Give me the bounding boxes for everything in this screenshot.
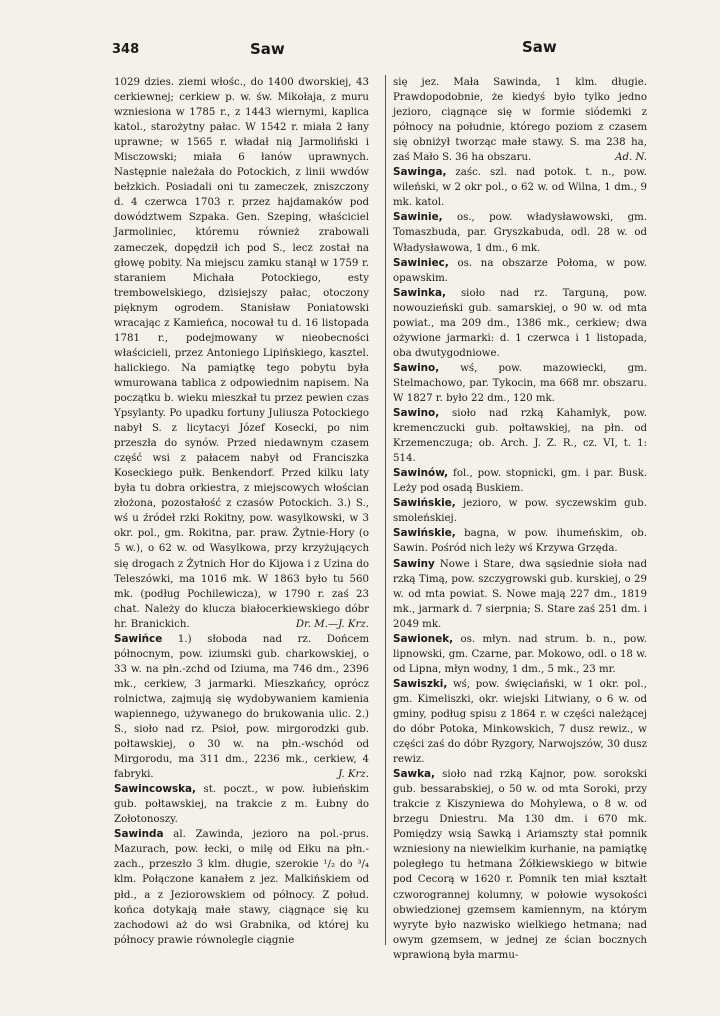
entry-text: bagna, w pow. ihumeńskim, ob. Sawin. Pośród nich leży wś Krzywa Grzęda.	[393, 528, 647, 555]
entry-headword: Sawińskie,	[393, 497, 456, 510]
entry-text: st. poczt., w pow. łubieńskim gub. połtawskiej, na trakcie z m. Łubny do Zołotonoszy.	[114, 784, 369, 826]
dictionary-entry	[393, 767, 647, 963]
entry-text: się jez. Mała Sawinda, 1 klm. długie. Prawdopodobnie, że kiedyś było tylko jedno jezioro, ciągnące się w formie siódemki z północy na południe, którego poziom z czasem się obniżył tworząc małe stawy. S. ma 238 ha, zaś Mało S. 36 ha obszaru.	[393, 77, 647, 164]
right-column	[393, 75, 647, 963]
page-number: 348	[112, 42, 140, 57]
author-signature: Ad. N.	[615, 152, 647, 164]
dictionary-entry	[393, 677, 647, 767]
dictionary-entry	[114, 782, 369, 827]
entry-text: 1.) słoboda nad rz. Dońcem północnym, pow. iziumski gub. charkowskiej, o 33 w. na płn.-zchd od Iziuma, ma 746 dm., 2396 mk., cerkiew, 3 jarmarki. Mieszkańcy, oprócz rolnictwa, zajmują się wydobywaniem kamienia wapiennego, używanego do brukowania ulic. 2.) S., sioło nad rz. Psioł, pow. mirgorodzki gub. połtawskiej, o 30 w. na płn.-wschód od Mirgorodu, ma 311 dm., 2236 mk., cerkiew, 4 fabryki.	[114, 633, 369, 781]
right-running-head: Saw	[522, 38, 557, 56]
entry-headword: Sawincowska,	[114, 783, 197, 796]
entry-headword: Sawinka,	[393, 286, 446, 299]
entry-headword: Sawińce	[114, 632, 163, 645]
entry-headword: Sawionek,	[393, 632, 454, 645]
dictionary-entry	[393, 75, 647, 165]
entry-text: zaśc. szl. nad potok. t. n., pow. wileński, w 2 okr pol., o 62 w. od Wilna, 1 dm., 9 mk. katol.	[393, 167, 647, 209]
dictionary-entry	[393, 286, 647, 361]
entry-text: al. Zawinda, jezioro na pol.-prus. Mazurach, pow. łecki, o milę od Ełku na płn.-zach., przeszło 3 klm. długie, szerokie ¹/₂ do ³/₄ klm. Połączone kanałem z jez. Malkińskiem od płd., a z Jeziorowskiem od północy. Z połud. końca dotykają małe stawy, ciągnące się ku zachodowi aż do wsi Grabnika, od której ku północy prawie równolegle ciągnie	[114, 829, 369, 946]
entry-headword: Sawiniec,	[393, 256, 449, 269]
entry-headword: Sawino,	[393, 407, 440, 420]
entry-headword: Sawinda	[114, 828, 164, 841]
dictionary-entry	[114, 827, 369, 947]
page-header	[112, 38, 642, 62]
dictionary-entry	[114, 75, 369, 632]
entry-text: os., pow. władysławowski, gm. Tomaszbuda, par. Gryszkabuda, odl. 28 w. od Władysławowa, 1 dm., 6 mk.	[393, 212, 647, 254]
column-divider	[385, 75, 386, 945]
entry-headword: Sawka,	[393, 768, 435, 781]
dictionary-entry	[393, 526, 647, 556]
dictionary-entry	[393, 496, 647, 526]
entry-headword: Sawińskie,	[393, 527, 456, 540]
dictionary-entry	[393, 256, 647, 286]
entry-text: wś, pow. święciański, w 1 okr. pol., gm. Kimeliszki, okr. wiejski Litwiany, o 6 w. od gminy, podług spisu z 1864 r. w części należącej do dóbr Potoka, Minkowskich, 7 dusz rewiz., w części zaś do dóbr Ryzgory, Narwojszów, 30 dusz rewiz.	[393, 678, 647, 766]
entry-text: wś, pow. mazowiecki, gm. Stelmachowo, par. Tykocin, ma 668 mr. obszaru. W 1827 r. było 22 dm., 120 mk.	[393, 362, 647, 404]
entry-text: Nowe i Stare, dwa sąsiednie sioła nad rzką Timą, pow. szczygrowski gub. kurskiej, o 29 w. od mta powiat. S. Nowe mają 227 dm., 1819 mk., jarmark d. 7 sierpnia; S. Stare zaś 251 dm. i 2049 mk.	[393, 558, 647, 630]
dictionary-entry	[393, 632, 647, 677]
author-signature: Dr. M.—J. Krz.	[295, 618, 369, 630]
dictionary-entry	[393, 165, 647, 210]
dictionary-entry	[393, 466, 647, 496]
entry-headword: Sawiszki,	[393, 677, 448, 690]
entry-text: os. na obszarze Połoma, w pow. opawskim.	[393, 257, 647, 284]
entry-text: sioło nad rzką Kajnor, pow. sorokski gub. bessarabskiej, o 50 w. od mta Soroki, przy trakcie z Kiszyniewa do Mohylewa, o 8 w. od brzegu Dniestru. Ma 130 dm. i 670 mk. Pomiędzy wsią Sawką i Ariamszty stał pomnik wzniesiony na niewielkim kurhanie, na pamiątkę poległego tu hetmana Żółkiewskiego w bitwie pod Cecorą w 1620 r. Pomnik ten miał kształt czworogrannej kolumny, w połowie wysokości obwiedzionej gzemsem kamiennym, na którym wyryte było nazwisko wielkiego hetmana; nad owym gzemsem, w jednej ze ścian bocznych wprawioną była marmu-	[393, 769, 647, 961]
dictionary-entry	[393, 210, 647, 255]
dictionary-entry	[393, 557, 647, 632]
left-column	[114, 75, 369, 948]
dictionary-entry	[393, 406, 647, 466]
author-signature: J. Krz.	[338, 769, 369, 781]
left-running-head: Saw	[250, 40, 285, 58]
entry-headword: Sawinów,	[393, 467, 449, 480]
entry-headword: Sawinie,	[393, 211, 443, 224]
entry-headword: Sawino,	[393, 361, 440, 374]
entry-text: sioło nad rzką Kahamłyk, pow. kremenczucki gub. połtawskiej, na płn. od Krzemenczuga; ob. Arch. J. Z. R., cz. VI, t. 1: 514.	[393, 408, 647, 465]
entry-text: os. młyn. nad strum. b. n., pow. lipnowski, gm. Czarne, par. Mokowo, odl. o 18 w. od Lipna, młyn wodny, 1 dm., 5 mk., 23 mr.	[393, 633, 647, 675]
entry-text: 1029 dzies. ziemi włośc., do 1400 dworskiej, 43 cerkiewnej; cerkiew p. w. św. Mikołaja, z muru wzniesiona w 1785 r., z 1443 wiernymi, kaplica katol., starożytny pałac. W 1542 r. miała 2 łany uprawne; w 1565 r. władał nią Jarmoliński i Misczowski; miała 6 łanów uprawnych. Następnie należała do Potockich, z linii wwdów bełzkich. Posiadali oni tu zameczek, zniszczony d. 4 czerwca 1703 r. przez hajdamaków pod dowództwem Szpaka. Gen. Szeping, właściciel Jarmoliniec, któremu również zrabowali zameczek, dopędził ich pod S., lecz został na głowę pobity. Na miejscu zamku stanął w 1759 r. staraniem Michała Potockiego, esty trembowelskiego, dzisiejszy pałac, otoczony pięknym ogrodem. Stanisław Poniatowski wracając z Kamieńca, nocował tu d. 16 listopada 1781 r., podejmowany w nieobecności właścicieli, przez Antoniego Lipińskiego, kasztel. halickiego. Na pamiątkę tego pobytu była wmurowana tablica z odpowiednim napisem. Na początku b. wieku mieszkał tu przez pewien czas Ypsylanty. Po upadku fortuny Juliusza Potockiego nabył S. z licytacyi Józef Kosecki, po nim przeszła do synów. Przed niedawnym czasem część wsi z pałacem nabył od Franciszka Koseckiego pułk. Benkendorf. Przed kilku laty była tu dobra orkiestra, z miejscowych włościan złożona, pozostałość z czasów Potockich. 3.) S., wś u źródeł rzki Rokitny, pow. wasylkowski, w 3 okr. pol., gm. Rokitna, par. praw. Żytnie-Hory (o 5 w.), o 62 w. od Wasylkowa, przy krzyżujących się drogach z Żytnich Hor do Kijowa i z Uzina do Teleszówki, ma 1016 mk. W 1863 było tu 560 mk. (podług Pochilewicza), w 1790 r. zaś 23 chat. Należy do klucza białocerkiewskiego dóbr hr. Branickich.	[114, 77, 369, 630]
entry-headword: Sawiny	[393, 557, 435, 570]
entry-text: fol., pow. stopnicki, gm. i par. Busk. Leży pod osadą Buskiem.	[393, 468, 647, 495]
dictionary-entry	[114, 632, 369, 782]
entry-text: jezioro, w pow. syczewskim gub. smoleńskiej.	[393, 498, 647, 525]
entry-headword: Sawinga,	[393, 166, 447, 179]
dictionary-entry	[393, 361, 647, 406]
entry-text: sioło nad rz. Targuną, pow. nowouzieński gub. samarskiej, o 90 w. od mta powiat., ma 209 dm., 1386 mk., cerkiew; dwa ożywione jarmarki: d. 1 czerwca i 1 listopada, oba dwutygodniowe.	[393, 287, 647, 359]
